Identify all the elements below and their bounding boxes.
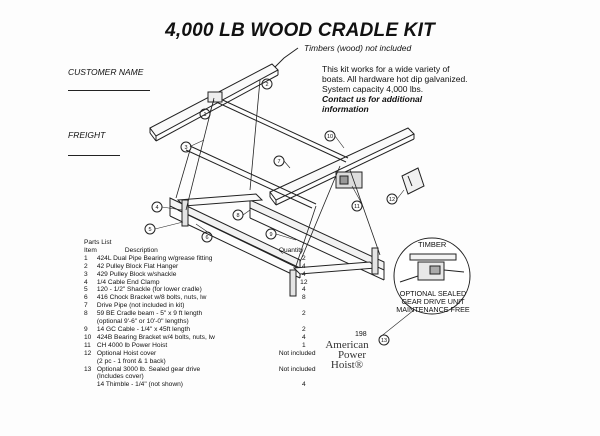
inset-caption-line: GEAR DRIVE UNIT — [401, 297, 465, 306]
parts-item-description: 120 - 1/2" Shackle (for lower cradle) — [96, 286, 202, 294]
parts-item-number: 7 — [84, 302, 88, 310]
parts-item-quantity — [273, 373, 335, 381]
parts-item-number — [84, 373, 97, 381]
description-line: System capacity 4,000 lbs. — [322, 84, 424, 94]
parts-item-quantity: 8 — [301, 294, 306, 302]
inset-caption — [383, 290, 483, 314]
callout-5: 5 — [148, 227, 152, 233]
inset-timber-label: TIMBER — [418, 240, 447, 249]
parts-item-number: 4 — [84, 278, 88, 286]
parts-item-quantity: Not included — [278, 349, 316, 357]
parts-row — [84, 358, 335, 366]
parts-row — [84, 302, 335, 310]
parts-row — [84, 310, 335, 318]
parts-item-quantity — [273, 302, 335, 310]
chock-bracket — [372, 248, 378, 274]
parts-item-number: 11 — [84, 341, 91, 349]
parts-item-description: 14 GC Cable - 1/4" x 45ft length — [96, 325, 191, 333]
parts-row — [84, 373, 335, 381]
freight-label: FREIGHT — [68, 130, 106, 140]
parts-row — [84, 350, 335, 358]
parts-item-description: 424L Dual Pipe Bearing w/grease fitting — [96, 254, 213, 262]
parts-item-quantity: Not included — [278, 365, 316, 373]
parts-list — [84, 239, 335, 389]
description-line: boats. All hardware hot dip galvanized. — [322, 74, 468, 84]
parts-item-quantity: 4 — [301, 381, 306, 389]
gear-drive-box — [430, 266, 440, 274]
parts-item-number: 6 — [84, 294, 88, 302]
parts-item-quantity: 4 — [301, 262, 306, 270]
parts-row — [84, 263, 335, 271]
parts-item-number — [84, 381, 97, 389]
parts-row — [84, 334, 335, 342]
page-title: 4,000 LB WOOD CRADLE KIT — [165, 20, 435, 41]
callout-3: 3 — [184, 145, 188, 151]
parts-item-quantity: 4 — [301, 270, 306, 278]
parts-row — [84, 286, 335, 294]
parts-row — [84, 279, 335, 287]
callout-12: 12 — [388, 197, 396, 203]
callout-9: 9 — [269, 232, 273, 238]
customer-name-label: CUSTOMER NAME — [68, 67, 144, 77]
pipe-bearing — [208, 92, 222, 102]
callout-4: 4 — [155, 205, 159, 211]
parts-item-number: 13 — [84, 365, 92, 373]
parts-item-number: 1 — [84, 254, 88, 262]
parts-item-quantity: 2 — [301, 310, 306, 318]
parts-item-quantity: 2 — [301, 254, 306, 262]
inset-caption-line: OPTIONAL SEALED — [399, 289, 467, 298]
callout-2: 2 — [265, 82, 269, 88]
contact-line: Contact us for additional — [322, 94, 423, 104]
parts-row — [84, 318, 335, 326]
parts-item-description: (2 pc - 1 front & 1 back) — [96, 357, 166, 365]
hoist-motor — [340, 176, 348, 184]
parts-row — [84, 381, 335, 389]
parts-item-description: CH 4000 lb Power Hoist — [96, 341, 168, 349]
parts-row — [84, 255, 335, 263]
parts-item-number: 10 — [84, 333, 92, 341]
parts-item-description: Optional Hoist cover — [96, 349, 157, 357]
parts-item-number: 2 — [84, 262, 88, 270]
callout-11: 11 — [354, 204, 360, 210]
parts-item-quantity: 4 — [301, 286, 306, 294]
parts-row — [84, 326, 335, 334]
parts-row — [84, 271, 335, 279]
logo-number: 198 — [355, 331, 367, 338]
inset-caption-line: MAINTENANCE FREE — [396, 305, 470, 314]
contact-line: information — [322, 104, 369, 114]
logo-line: Power — [337, 349, 367, 361]
parts-header-row — [84, 247, 335, 255]
parts-item-description: 42 Pulley Block Flat Hanger — [96, 262, 179, 270]
timbers-leader-line — [272, 48, 298, 70]
parts-item-number: 3 — [84, 270, 88, 278]
upper-right-timber — [270, 128, 414, 205]
callout-6: 6 — [205, 235, 209, 241]
parts-table — [84, 247, 335, 389]
parts-item-description: 424B Bearing Bracket w/4 bolts, nuts, lw — [96, 333, 215, 341]
callout-1: 1 — [203, 112, 207, 118]
parts-list-heading: Parts List — [84, 239, 112, 246]
callout-10: 10 — [326, 134, 334, 140]
parts-item-number: 12 — [84, 349, 92, 357]
timbers-note: Timbers (wood) not included — [304, 43, 412, 53]
parts-item-number — [84, 358, 97, 366]
parts-row — [84, 366, 335, 374]
parts-item-description: Optional 3000 lb. Sealed gear drive — [96, 365, 201, 373]
parts-item-description: (optional 9'-6" or 10'-0" lengths) — [96, 318, 189, 326]
parts-item-quantity: 4 — [301, 333, 306, 341]
parts-row — [84, 294, 335, 302]
parts-item-number: 8 — [84, 310, 88, 318]
callout-13: 13 — [380, 338, 388, 344]
callout-7: 7 — [277, 159, 281, 165]
parts-item-number: 9 — [84, 325, 88, 333]
col-description-header: Description — [124, 246, 158, 254]
parts-body — [84, 255, 335, 389]
parts-item-description: 429 Pulley Block w/shackle — [96, 270, 177, 278]
logo-line: American — [325, 339, 369, 351]
parts-item-quantity: 2 — [301, 325, 306, 333]
parts-item-description: 59 BE Cradle beam - 5" x 9 ft length — [96, 310, 203, 318]
parts-item-quantity: 12 — [300, 278, 308, 286]
drive-pipe — [212, 96, 348, 162]
parts-row — [84, 342, 335, 350]
callout-8: 8 — [236, 213, 240, 219]
lower-cross-member — [178, 194, 262, 206]
parts-item-description: (Includes cover) — [96, 373, 144, 381]
col-item-header: Item — [84, 246, 97, 254]
parts-item-quantity: 1 — [301, 341, 306, 349]
description-line: This kit works for a wide variety of — [322, 64, 450, 74]
parts-item-description: Drive Pipe (not included in kit) — [96, 302, 185, 310]
logo-line-text: Hoist — [330, 359, 355, 371]
inset-timber — [410, 254, 456, 260]
hoist-cover-drawing — [402, 168, 424, 194]
american-power-hoist-logo — [312, 340, 382, 370]
parts-item-description: 14 Thimble - 1/4" (not shown) — [96, 381, 183, 389]
parts-item-description: 1/4 Cable End Clamp — [96, 278, 160, 286]
col-quantity-header: Quantity — [278, 246, 304, 254]
parts-item-quantity — [273, 318, 335, 326]
parts-item-number — [84, 318, 97, 326]
parts-item-number: 5 — [84, 286, 88, 294]
parts-item-description: 416 Chock Bracket w/8 bolts, nuts, lw — [96, 294, 207, 302]
logo-line: Hoist® — [330, 359, 364, 371]
